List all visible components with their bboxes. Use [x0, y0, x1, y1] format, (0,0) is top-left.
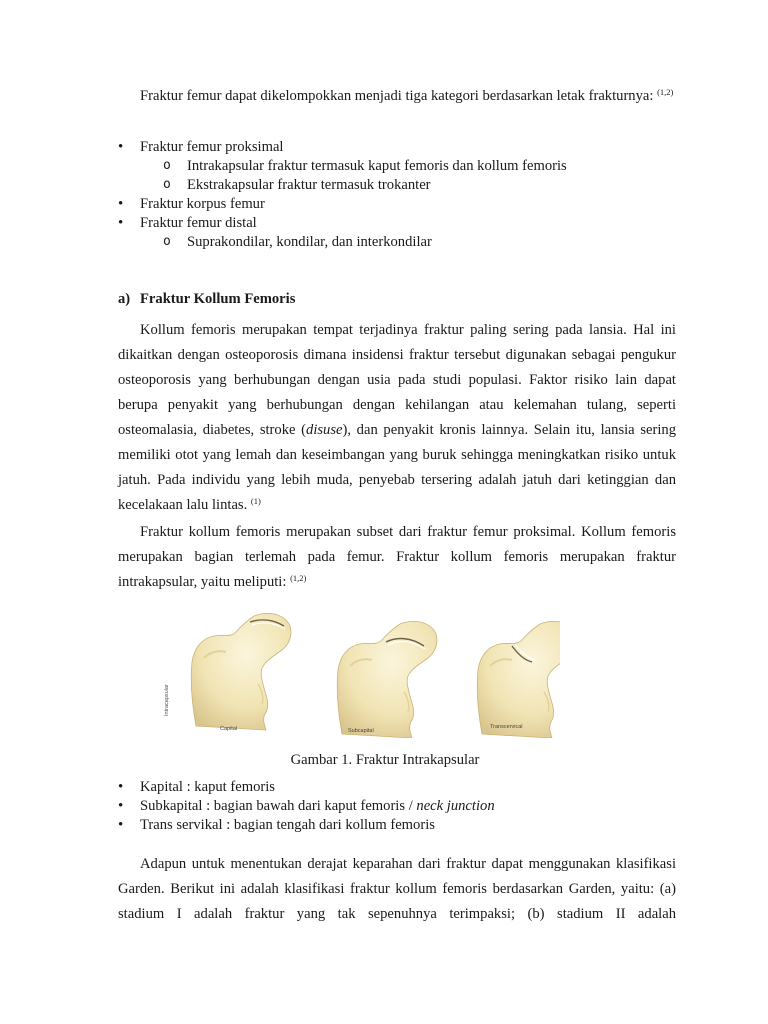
sub-list-item: o Intrakapsular fraktur termasuk kaput femoris dan kollum femoris: [140, 157, 676, 176]
sub-list-item: o Suprakondilar, kondilar, dan interkondilar: [140, 233, 676, 252]
paragraph-garden: Adapun untuk menentukan derajat keparahan dari fraktur dapat menggunakan klasifikasi Garden. Berikut ini adalah klasifikasi fraktur kollum femoris berdasarkan Garden, yaitu: (a) stadium I adalah fraktur yang tak sepenuhnya terimpaksi; (b) stadium II adalah: [118, 856, 676, 922]
list-item: • Fraktur femur proksimal o Intrakapsular fraktur termasuk kaput femoris dan kollum femoris o Ekstrakapsular fraktur termasuk trokanter: [118, 138, 676, 195]
intro-reference: (1,2): [657, 87, 674, 97]
list-item: • Subkapital : bagian bawah dari kaput femoris / neck junction: [118, 797, 676, 816]
paragraph-subset: Fraktur kollum femoris merupakan subset dari fraktur femur proksimal. Kollum femoris merupakan bagian terlemah pada femur. Fraktur kollum femoris merupakan fraktur intrakapsular, yaitu meliputi: $^{(1,2)}$: [118, 524, 676, 590]
femur-fracture-figure: [160, 608, 560, 738]
section-heading: [118, 287, 676, 312]
list-item: • Fraktur femur distal o Suprakondilar, kondilar, dan interkondilar: [118, 214, 676, 252]
reference: (1,2): [290, 573, 307, 583]
femur-label: Subcapital: [348, 728, 374, 734]
fracture-type-list: [118, 778, 676, 835]
paragraph-kollum-femoris: Kollum femoris merupakan tempat terjadinya fraktur paling sering pada lansia. Hal ini dikaitkan dengan osteoporosis dimana insidensi fraktur tersebut digunakan sebagai pengukur osteoporosis yang berhubungan dengan usia pada studi populasi. Faktor risiko lain dapat berupa penyakit yang berhubungan dengan kehilangan atau kelemahan tulang, seperti osteomalasia, diabetes, stroke (disuse), dan penyakit kronis lainnya. Selain itu, lansia sering memiliki otot yang lemah dan keseimbangan yang buruk sehingga meningkatkan risiko untuk jatuh. Pada individu yang lebih muda, penyebab tersering adalah jatuh dari ketinggian dan kecelakaan lalu lintas. $^{(1)}$: [118, 322, 676, 513]
reference: (1): [250, 496, 261, 506]
sub-list-item: o Ekstrakapsular fraktur termasuk trokanter: [140, 176, 676, 195]
femur-transcervical: [477, 621, 560, 738]
femur-subcapital: [337, 621, 437, 738]
list-item: • Kapital : kaput femoris: [118, 778, 676, 797]
category-list: [118, 138, 676, 252]
figure-side-label: Intracapsular: [164, 684, 170, 716]
italic-term: neck junction: [416, 798, 495, 814]
italic-term: disuse: [306, 422, 343, 438]
femur-label: Transcervical: [490, 724, 523, 730]
femur-illustration: [160, 608, 560, 738]
femur-label: Capital: [220, 726, 238, 732]
section-title: Fraktur Kollum Femoris: [140, 291, 296, 307]
figure-caption: Gambar 1. Fraktur Intrakapsular: [290, 752, 480, 768]
intro-paragraph: [118, 84, 676, 109]
list-item: • Trans servikal : bagian tengah dari kollum femoris: [118, 816, 676, 835]
femur-capital: [191, 613, 291, 732]
section-number: a): [118, 291, 131, 307]
intro-text: Fraktur femur dapat dikelompokkan menjadi tiga kategori berdasarkan letak frakturnya:: [140, 88, 654, 104]
list-item: • Fraktur korpus femur: [118, 195, 676, 214]
